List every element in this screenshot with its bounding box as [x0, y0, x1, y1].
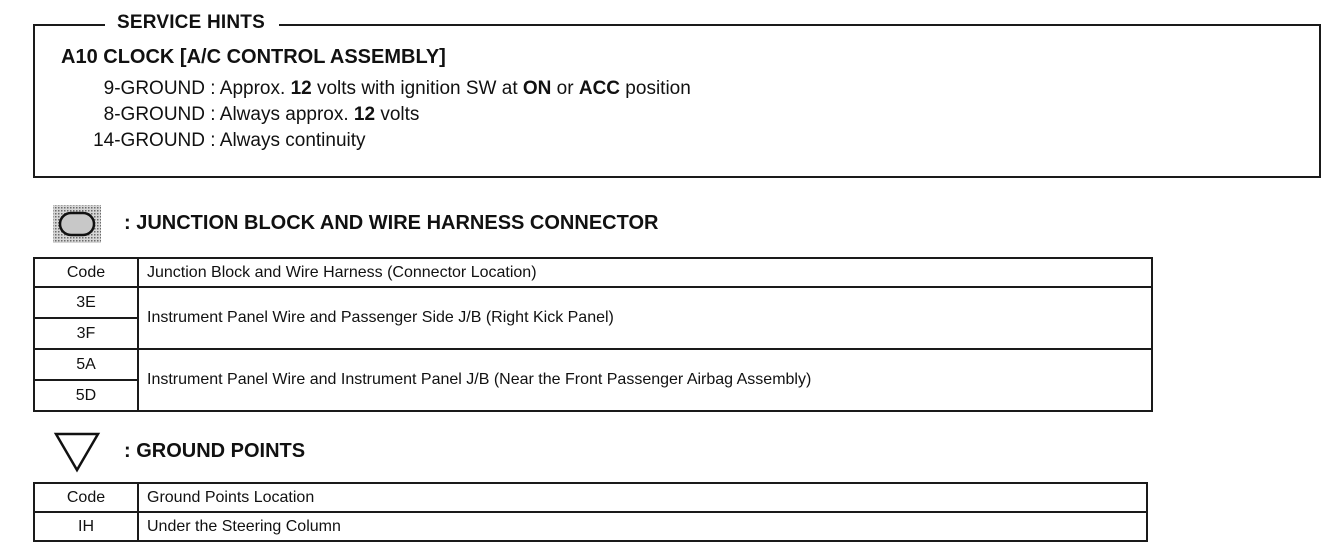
code-cell: IH [34, 512, 138, 541]
location-cell: Instrument Panel Wire and Passenger Side J/B (Right Kick Panel) [138, 287, 1152, 349]
hint-value: ACC [578, 78, 621, 99]
ground-triangle-icon [52, 430, 102, 474]
hint-pin: 8-GROUND [103, 104, 205, 125]
code-header: Code [34, 258, 138, 287]
table-row [34, 512, 1147, 541]
table-row [34, 349, 1152, 380]
junction-table [33, 257, 1153, 412]
hint-line [35, 104, 419, 126]
hint-text: : Always approx. [210, 104, 354, 125]
location-cell: Instrument Panel Wire and Instrument Panel J/B (Near the Front Passenger Airbag Assembly) [138, 349, 1152, 411]
hint-text: volts [375, 104, 420, 125]
ground-section-title: : GROUND POINTS [124, 440, 306, 462]
code-header: Code [34, 483, 138, 512]
location-header: Ground Points Location [138, 483, 1147, 512]
hint-text: position [620, 78, 691, 99]
ground-table [33, 482, 1148, 542]
hint-value: 12 [290, 78, 312, 99]
table-row [34, 287, 1152, 318]
hint-value: ON [522, 78, 552, 99]
hint-pin: 14-GROUND [93, 130, 205, 151]
code-cell: 5A [34, 349, 138, 380]
code-cell: 3F [34, 318, 138, 349]
hint-text: : Always continuity [210, 130, 366, 151]
table-header-row [34, 483, 1147, 512]
junction-section-title: : JUNCTION BLOCK AND WIRE HARNESS CONNECTOR [124, 212, 659, 234]
connector-heading: A10 CLOCK [A/C CONTROL ASSEMBLY] [61, 46, 446, 68]
code-cell: 5D [34, 380, 138, 411]
service-hints-title: SERVICE HINTS [105, 12, 279, 34]
code-cell: 3E [34, 287, 138, 318]
service-hints-box [33, 12, 1321, 178]
hint-line [35, 78, 691, 100]
hint-text: : Approx. [210, 78, 291, 99]
hint-value: 12 [353, 104, 376, 125]
hint-text: volts with ignition SW at [311, 78, 523, 99]
table-header-row [34, 258, 1152, 287]
hint-pin: 9-GROUND [103, 78, 205, 99]
hint-text: or [551, 78, 579, 99]
location-cell: Under the Steering Column [138, 512, 1147, 541]
junction-connector-icon [52, 204, 102, 244]
hint-line [35, 130, 366, 152]
location-header: Junction Block and Wire Harness (Connector Location) [138, 258, 1152, 287]
